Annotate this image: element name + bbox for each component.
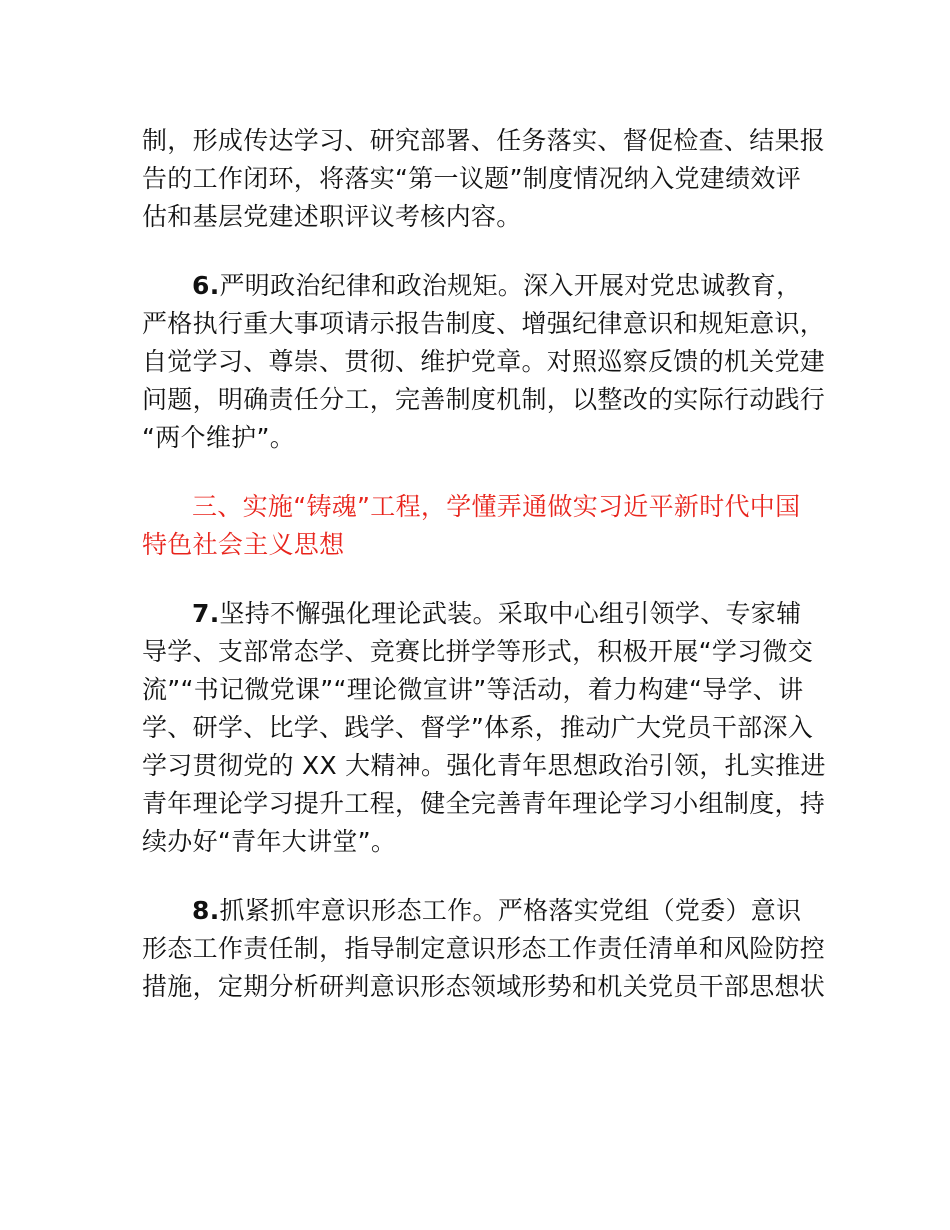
text-line: 学习贯彻党的 XX 大精神。强化青年思想政治引领，扎实推进	[142, 751, 826, 780]
text-segment: 坚持不懈强化理论武装。采取中心组引领学、专家辅	[219, 599, 802, 628]
text-line: 形态工作责任制，指导制定意识形态工作责任清单和风险防控	[142, 934, 826, 963]
paragraph-item-6	[142, 267, 826, 457]
text-line: 流”“书记微党课”“理论微宣讲”等活动，着力构建“导学、讲	[142, 675, 804, 704]
text-line: 严格执行重大事项请示报告制度、增强纪律意识和规矩意识，	[142, 309, 826, 338]
text-segment: 严明政治纪律和政治规矩。深入开展对党忠诚教育，	[219, 271, 802, 300]
paragraph-item-8	[142, 892, 826, 1006]
heading-line: 特色社会主义思想	[142, 530, 345, 559]
text-line	[142, 892, 812, 930]
text-line: 青年理论学习提升工程，健全完善青年理论学习小组制度，持	[142, 789, 826, 818]
section-heading-3	[142, 488, 812, 564]
text-line: 制，形成传达学习、研究部署、任务落实、督促检查、结果报	[142, 126, 826, 155]
paragraph-continuation	[142, 122, 826, 236]
item-number: 6.	[192, 271, 220, 300]
item-number: 7.	[192, 599, 220, 628]
text-line: 学、研学、比学、践学、督学”体系，推动广大党员干部深入	[142, 713, 814, 742]
text-line: 措施，定期分析研判意识形态领域形势和机关党员干部思想状	[142, 972, 826, 1001]
text-line: 导学、支部常态学、竞赛比拼学等形式，积极开展“学习微交	[142, 637, 814, 666]
text-line: 告的工作闭环，将落实“第一议题”制度情况纳入党建绩效评	[142, 164, 802, 193]
text-line: 自觉学习、尊崇、贯彻、维护党章。对照巡察反馈的机关党建	[142, 347, 826, 376]
text-line: “两个维护”。	[142, 423, 296, 452]
heading-line: 三、实施“铸魂”工程，学懂弄通做实习近平新时代中国	[192, 492, 801, 521]
text-line: 估和基层党建述职评议考核内容。	[142, 202, 522, 231]
text-line: 续办好“青年大讲堂”。	[142, 827, 397, 856]
document-page	[142, 122, 826, 1006]
text-line: 问题，明确责任分工，完善制度机制，以整改的实际行动践行	[142, 385, 826, 414]
text-line	[142, 595, 812, 633]
paragraph-item-7	[142, 595, 826, 861]
item-number: 8.	[192, 896, 220, 925]
text-line	[142, 267, 812, 305]
text-segment: 抓紧抓牢意识形态工作。严格落实党组（党委）意识	[219, 896, 802, 925]
